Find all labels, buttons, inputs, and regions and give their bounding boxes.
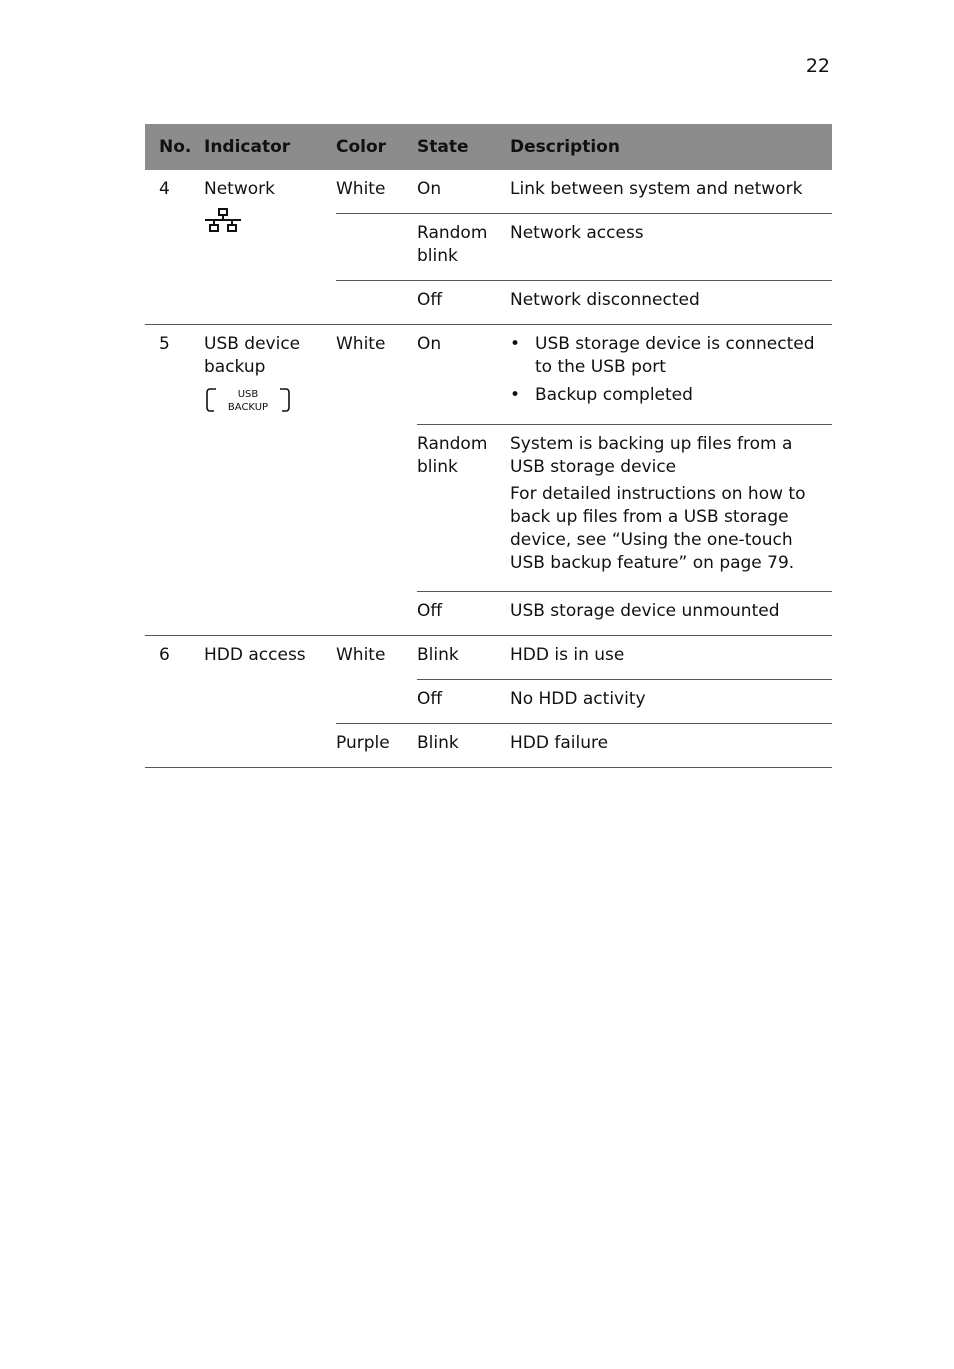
description-cell: No HDD activity [510,680,832,724]
state-cell: Off [417,290,443,310]
description-cell [510,325,832,425]
page-number: 22 [805,55,830,77]
state-cell: Random blink [417,214,510,281]
indicator-name: USB device backup [204,334,301,377]
row-number: 6 [145,636,204,768]
color-cell [336,425,417,592]
header-state: State [417,124,510,170]
description-cell: USB storage device unmounted [510,601,780,621]
list-item: • USB storage device is connected to the USB port [510,333,832,379]
row-number: 5 [145,325,204,636]
state-cell: Off [417,601,443,621]
color-cell [336,680,417,724]
description-paragraph: For detailed instructions on how to back up files from a USB storage device, see “Using the one-touch USB backup feature” on page 79. [510,484,806,573]
usb-backup-icon [204,385,292,415]
indicator-name: HDD access [204,636,336,768]
usb-icon-label-top: USB [237,389,259,400]
indicator-cell [204,170,336,325]
indicator-cell [204,325,336,636]
color-cell: White [336,636,417,680]
list-item: • Backup completed [510,384,832,407]
color-cell [336,214,417,281]
table-row [145,170,832,214]
header-color: Color [336,124,417,170]
indicator-name: Network [204,179,275,199]
state-cell: Blink [417,724,510,768]
state-cell: Off [417,680,510,724]
description-paragraph: System is backing up files from a USB storage device [510,434,793,477]
row-number: 4 [159,179,170,199]
header-description: Description [510,124,832,170]
color-cell: White [336,170,417,214]
state-cell: Random blink [417,425,510,592]
header-indicator: Indicator [204,124,336,170]
network-icon [204,207,242,235]
color-cell: White [336,325,417,425]
table-row [145,636,832,680]
table-row [145,325,832,425]
table-header-row [145,124,832,170]
header-no: No. [145,124,204,170]
state-cell: Blink [417,636,510,680]
description-cell: Network access [510,214,832,281]
description-cell [510,425,832,592]
description-cell: HDD failure [510,724,832,768]
indicator-table [145,124,832,768]
description-cell: HDD is in use [510,636,832,680]
description-cell: Network disconnected [510,290,700,310]
color-cell: Purple [336,724,417,768]
description-cell: Link between system and network [510,170,832,214]
description-bullets [510,333,832,407]
usb-icon-label-bottom: BACKUP [227,402,269,413]
color-cell [336,281,417,325]
state-cell: On [417,325,510,425]
state-cell: On [417,170,510,214]
color-cell [336,592,417,636]
